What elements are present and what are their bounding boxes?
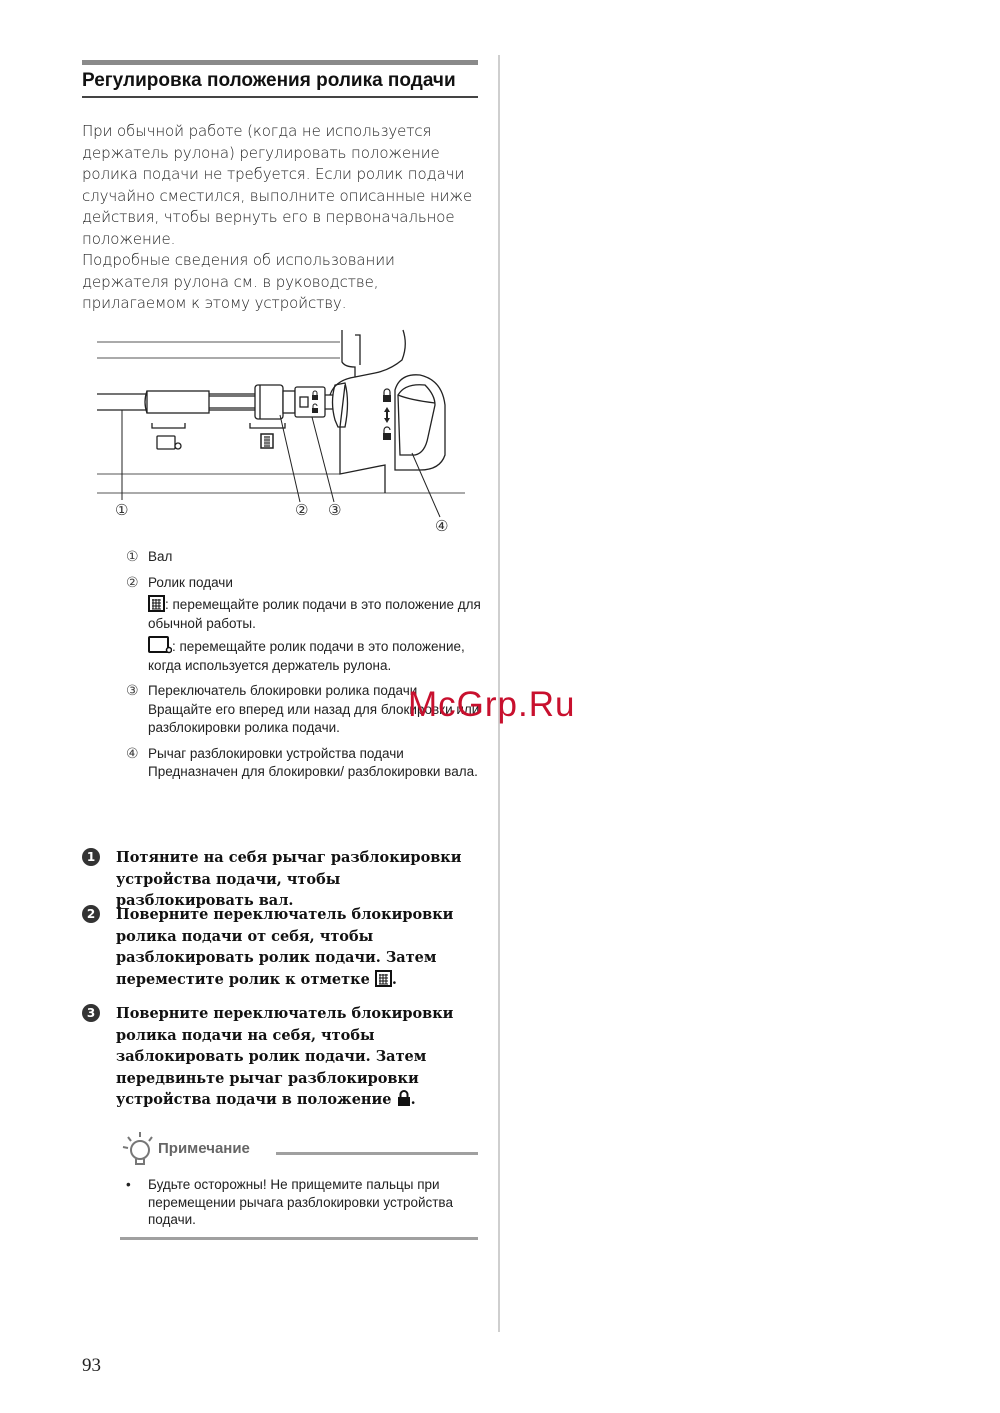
legend-desc: Вращайте его вперед или назад для блокировки или разблокировки ролика подачи. <box>148 701 480 735</box>
step-number-badge: 1 <box>82 848 100 866</box>
bullet: • <box>126 1177 131 1192</box>
intro-paragraph-1: При обычной работе (когда не используется держатель рулона) регулировать положение ролика подачи не требуется. Если ролик подачи случайно сместился, выполните описанные ниже действия, чтобы вернуть его в первоначальное положение. <box>82 122 473 248</box>
step-number-badge: 2 <box>82 905 100 923</box>
roll-holder-icon <box>148 636 172 654</box>
lightbulb-icon <box>120 1128 156 1166</box>
intro-text <box>82 121 482 315</box>
step-2 <box>82 904 482 990</box>
step-text: Потяните на себя рычаг разблокировки устройства подачи, чтобы разблокировать вал. <box>116 849 462 909</box>
legend-title: Рычаг разблокировки устройства подачи <box>148 745 404 761</box>
step-1 <box>82 847 482 912</box>
legend-item-feed-roller <box>126 574 486 676</box>
legend-title: Ролик подачи <box>148 574 233 590</box>
page-number: 93 <box>82 1355 101 1376</box>
note-bottom-rule <box>120 1237 478 1240</box>
callout-2: ② <box>295 501 309 519</box>
callout-3: ③ <box>328 501 342 519</box>
legend-number: ③ <box>126 683 139 699</box>
grid-mark-icon <box>148 595 165 612</box>
watermark: McGrp.Ru <box>408 685 576 724</box>
step-text: Поверните переключатель блокировки ролика подачи от себя, чтобы разблокировать ролик подачи. Затем переместите ролик к отметке . <box>116 906 454 988</box>
step-text: Поверните переключатель блокировки ролика подачи на себя, чтобы заблокировать ролик подачи. Затем передвиньте рычаг разблокировки устройства подачи в положение . <box>116 1005 454 1108</box>
legend-title: Переключатель блокировки ролика подачи <box>148 683 418 698</box>
legend-item-release-lever <box>126 745 486 782</box>
feed-roller-diagram <box>90 325 475 540</box>
legend-number: ④ <box>126 745 139 762</box>
section-title: Регулировка положения ролика подачи <box>82 70 456 91</box>
note-body <box>126 1176 476 1229</box>
note-header-rule <box>276 1152 478 1155</box>
legend-title: Вал <box>148 549 173 564</box>
legend-sub-roll: : перемещайте ролик подачи в это положение, когда используется держатель рулона. <box>148 636 486 675</box>
callout-1: ① <box>115 501 129 519</box>
intro-paragraph-2: Подробные сведения об использовании держателя рулона см. в руководстве, прилагаемом к этому устройству. <box>82 251 395 312</box>
title-underline <box>82 96 478 98</box>
legend-number: ② <box>126 574 139 591</box>
note-label: Примечание <box>158 1140 250 1157</box>
legend-number: ① <box>126 549 139 565</box>
lock-icon <box>397 1090 411 1106</box>
step-number-badge: 3 <box>82 1004 100 1022</box>
step-3 <box>82 1003 482 1111</box>
legend-desc: Предназначен для блокировки/ разблокировки вала. <box>148 764 478 779</box>
legend-sub-grid: : перемещайте ролик подачи в это положение для обычной работы. <box>148 597 481 631</box>
up-down-arrow-icon <box>384 407 390 423</box>
note-text: Будьте осторожны! Не прищемите пальцы при перемещении рычага разблокировки устройства подачи. <box>148 1177 453 1227</box>
callout-4: ④ <box>435 517 449 535</box>
grid-mark-icon <box>261 434 273 448</box>
figure-legend <box>126 548 486 789</box>
note-header <box>120 1128 480 1168</box>
unlock-icon <box>383 427 391 440</box>
legend-item-shaft <box>126 548 486 567</box>
top-rule <box>82 60 478 65</box>
roll-holder-icon <box>157 436 181 449</box>
grid-mark-icon <box>375 970 392 987</box>
